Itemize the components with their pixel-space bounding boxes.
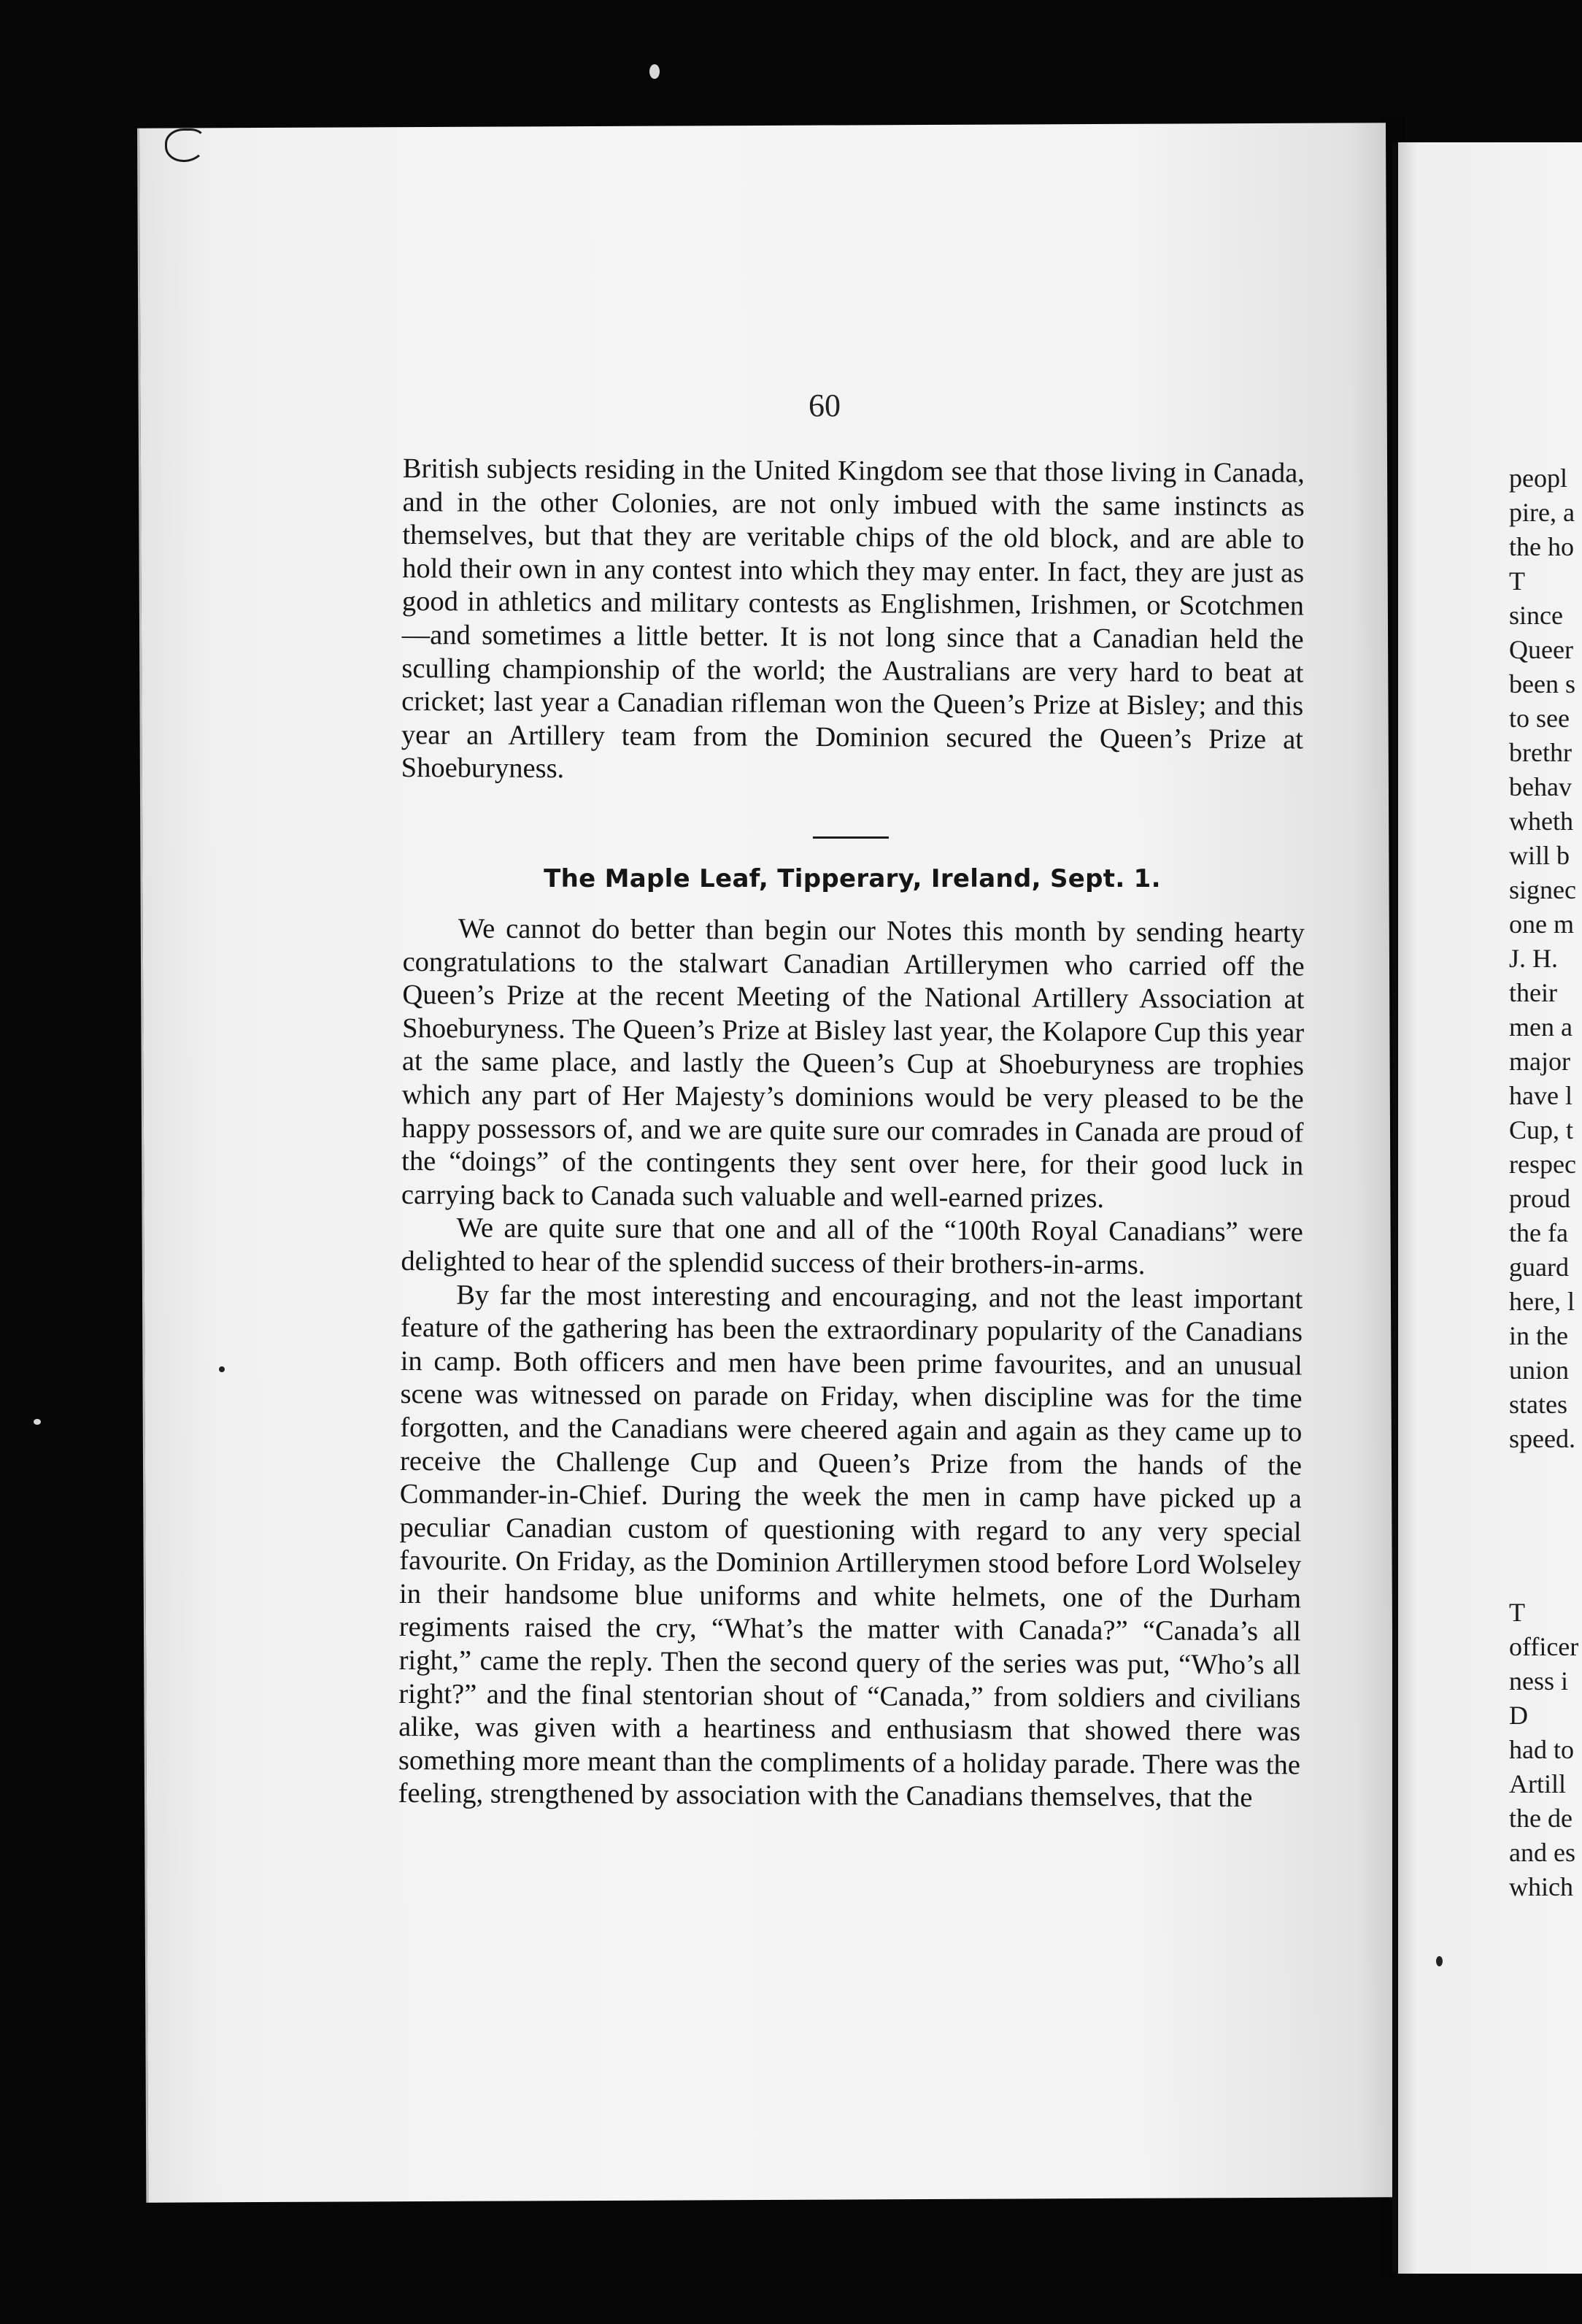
right-page-fragment: D — [1509, 1701, 1528, 1730]
right-page-fragment: one m — [1509, 909, 1574, 939]
right-page-fragment: which — [1509, 1872, 1573, 1901]
right-page-fragment: been s — [1509, 669, 1575, 699]
right-page-fragment: have l — [1509, 1081, 1573, 1110]
right-page-fragment: proud — [1509, 1184, 1570, 1213]
right-page-fragment: will b — [1509, 841, 1570, 870]
right-page-fragment: T — [1509, 566, 1525, 596]
right-page-fragment: J. H. — [1509, 944, 1559, 973]
scan-speck — [219, 1366, 225, 1372]
maple-leaf-paragraph-3: By far the most interesting and encouraging, and not the least important feature of the gathering has been the extraordinary popularity of the Canadians in camp. Both officers and men have been prime favourites, and an unusual scene was witnessed on parade on Friday, when discipline was for the time forgotten, and the Canadians were cheered again and again as they came up to receive the Challenge Cup and Queen’s Prize from the hands of the Commander-in-Chief. During the week the men in camp have picked up a peculiar Canadian custom of questioning with regard to any very special favourite. On Friday, as the Dominion Artillerymen stood before Lord Wolseley in their handsome blue uniforms and white helmets, one of the Durham regiments raised the cry, “What’s the matter with Canada?” “Canada’s all right,” came the reply. Then the second query of the series was put, “Who’s all right?” and the final stentorian shout of “Canada,” from soldiers and civilians alike, was given with a heartiness and enthusiasm that showed there was something more meant than the compliments of a holiday parade. There was the feeling, strengthened by association with the Canadians themselves, that the — [398, 1279, 1303, 1814]
right-page-fragment: to see — [1509, 704, 1570, 733]
maple-leaf-text-block — [398, 912, 1305, 1815]
right-page-fragment: the fa — [1509, 1218, 1568, 1247]
right-page-fragment: major — [1509, 1047, 1570, 1076]
right-page-text-upper — [1509, 461, 1582, 1456]
right-page-fragment: respec — [1509, 1150, 1576, 1179]
right-page-fragment: brethr — [1509, 738, 1572, 767]
right-page-fragment: their — [1509, 978, 1557, 1007]
section-heading: The Maple Leaf, Tipperary, Ireland, Sept. 1. — [544, 864, 1161, 893]
right-page-fragment: the de — [1509, 1804, 1573, 1833]
right-page-fragment: pire, a — [1509, 498, 1575, 527]
intro-paragraph: British subjects residing in the United Kingdom see that those living in Canada, and in the other Colonies, are not only imbued with the same instincts as themselves, but that they are veritable chips of the old block, and are able to hold their own in any contest into which they may enter. In fact, they are just as good in athletics and military contests as Englishmen, Irishmen, or Scotchmen—and sometimes a little better. It is not long since that a Canadian held the sculling championship of the world; the Australians are very hard to beat at cricket; last year a Canadian rifleman won the Queen’s Prize at Bisley; and this year an Artillery team from the Dominion secured the Queen’s Prize at Shoeburyness. — [401, 453, 1305, 785]
right-page-fragment: here, l — [1509, 1287, 1575, 1316]
scan-speck — [1436, 1956, 1443, 1966]
scan-speck — [34, 1419, 41, 1425]
right-page-text-lower — [1509, 1596, 1582, 1904]
right-page-fragment: men a — [1509, 1012, 1573, 1042]
maple-leaf-paragraph-2: We are quite sure that one and all of the “100th Royal Canadians” were delighted to hear of the splendid success of their brothers-in-arms. — [401, 1212, 1303, 1281]
right-page-fragment: speed. — [1509, 1424, 1575, 1453]
right-page-fragment: peopl — [1509, 463, 1567, 493]
section-divider — [813, 836, 889, 839]
right-page-fragment: Queer — [1509, 635, 1573, 664]
right-page-fragment: and es — [1509, 1838, 1575, 1867]
right-page-fragment: T — [1509, 1598, 1525, 1627]
right-page-fragment: states — [1509, 1390, 1567, 1419]
right-page-fragment: since — [1509, 601, 1563, 630]
right-page-fragment: ness i — [1509, 1666, 1568, 1696]
right-page-fragment: the ho — [1509, 532, 1574, 561]
maple-leaf-paragraph-1: We cannot do better than begin our Notes this month by sending hearty congratulations to the stalwart Canadian Artillerymen who carried off the Queen’s Prize at the recent Meeting of the National Artillery Association at Shoeburyness. The Queen’s Prize at Bisley last year, the Kolapore Cup this year at the same place, and lastly the Queen’s Cup at Shoeburyness are trophies which any part of Her Majesty’s dominions would be very pleased to be the happy possessors of, and we are quite sure our comrades in Canada are proud of the “doings” of the contingents they sent over here, for their good luck in carrying back to Canada such valuable and well-earned prizes. — [401, 913, 1305, 1214]
right-page-fragment: officer — [1509, 1632, 1579, 1661]
right-page-fragment: had to — [1509, 1735, 1574, 1764]
right-page-fragment: Artill — [1509, 1769, 1566, 1798]
right-page-fragment: signec — [1509, 875, 1576, 904]
page-number: 60 — [809, 388, 841, 423]
right-page-fragment: in the — [1509, 1321, 1568, 1350]
right-page-fragment: wheth — [1509, 807, 1573, 836]
right-page-fragment: union — [1509, 1355, 1570, 1385]
right-page-fragment: guard — [1509, 1253, 1569, 1282]
scan-speck — [649, 64, 660, 79]
intro-text-block — [401, 453, 1305, 790]
right-page-fragment: behav — [1509, 772, 1572, 801]
right-page-fragment: Cup, t — [1509, 1115, 1574, 1144]
